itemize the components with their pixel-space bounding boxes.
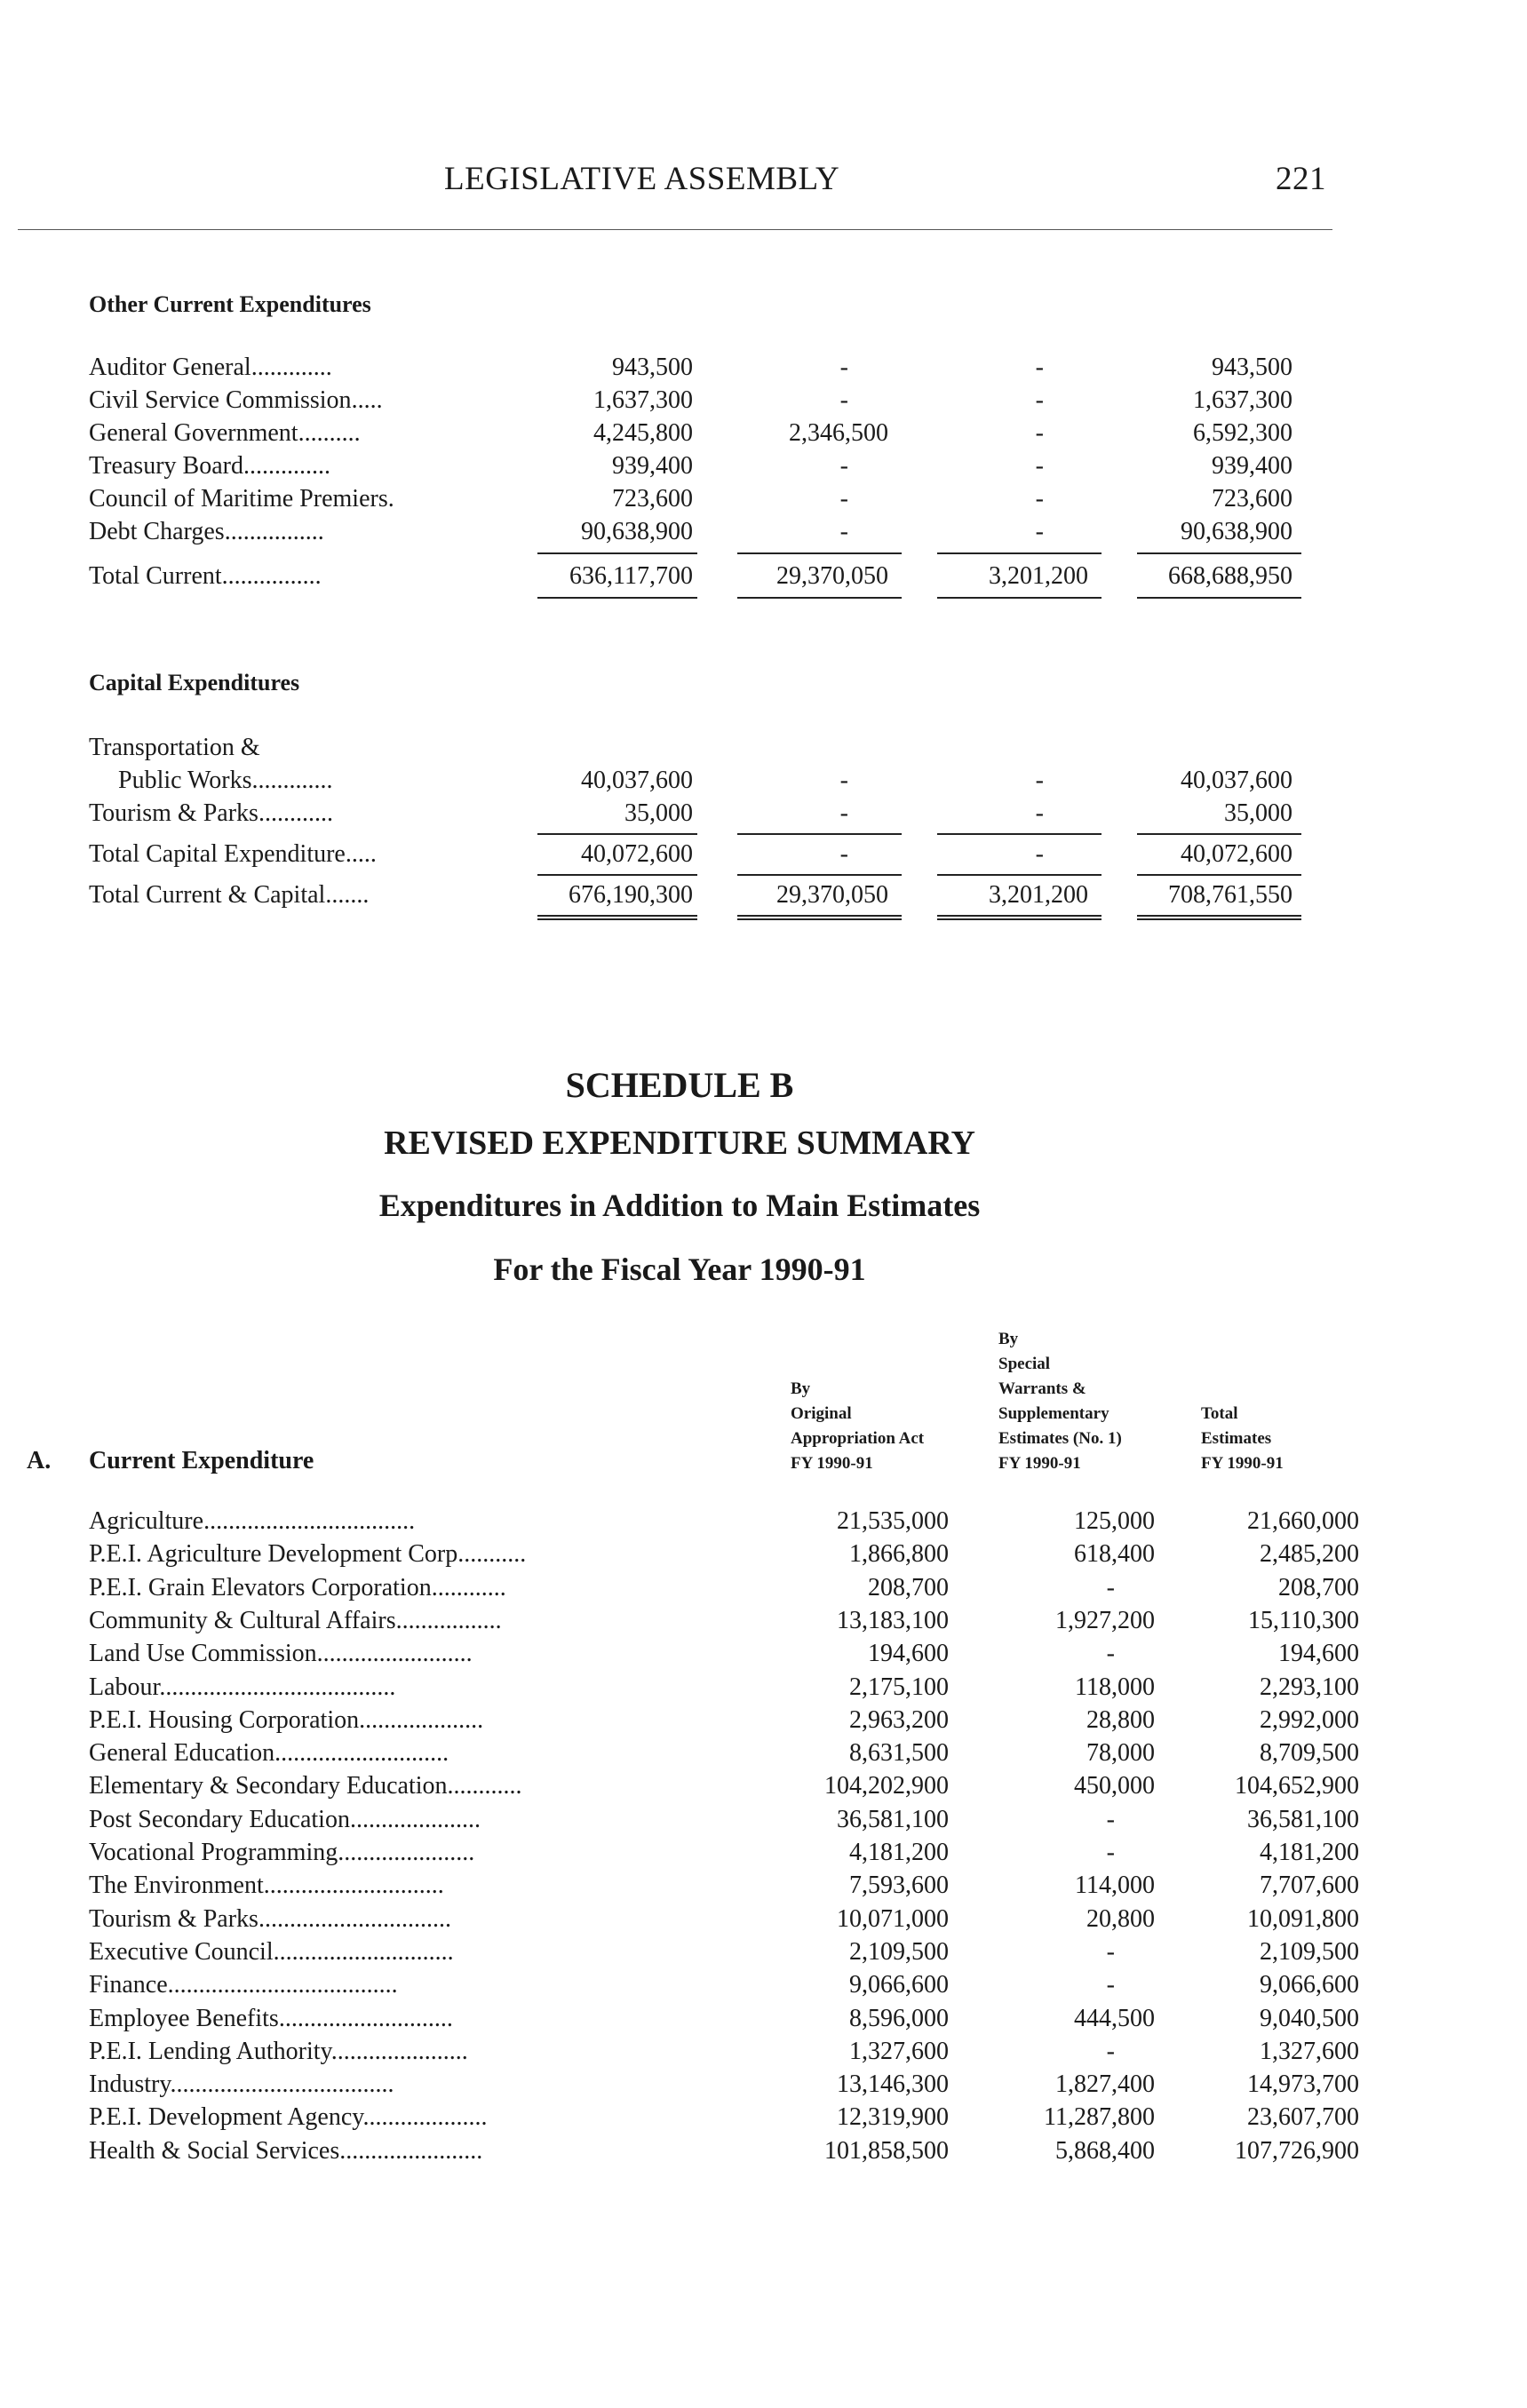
row-label-text: Total Current xyxy=(89,562,222,590)
total-cell-c4: 40,072,600 xyxy=(1181,840,1292,868)
row-label xyxy=(89,1673,753,1702)
subtotal-rule xyxy=(1137,833,1301,835)
cell-c1: 8,596,000 xyxy=(849,2004,949,2032)
row-label xyxy=(89,840,506,869)
grand-total-double-rule xyxy=(537,915,697,920)
cell-c2: 2,346,500 xyxy=(789,419,888,447)
cell-c4: 6,592,300 xyxy=(1193,419,1292,447)
row-label xyxy=(89,1905,753,1934)
cell-c3: 8,709,500 xyxy=(1260,1739,1359,1768)
row-label-text: Health & Social Services xyxy=(89,2136,340,2165)
cell-c1: 8,631,500 xyxy=(849,1739,949,1768)
row-label-leader: ....... xyxy=(325,881,370,909)
row-label xyxy=(89,1640,753,1668)
cell-c2: - xyxy=(1106,1937,1115,1966)
row-label-leader: ...................... xyxy=(330,2037,468,2065)
cell-c3: 15,110,300 xyxy=(1248,1606,1359,1634)
schedule-subtitle-2: Expenditures in Addition to Main Estimates xyxy=(378,1188,981,1223)
cell-c1: 35,000 xyxy=(624,799,693,827)
cell-c4: 90,638,900 xyxy=(1181,518,1292,545)
cell-c2: - xyxy=(839,767,848,794)
section-heading-capital: Capital Expenditures xyxy=(89,670,300,695)
header-rule xyxy=(18,229,1332,230)
row-label xyxy=(89,1971,753,1999)
cell-c3: 2,992,000 xyxy=(1260,1705,1359,1734)
cell-c1: 101,858,500 xyxy=(824,2136,949,2165)
total-rule xyxy=(1137,597,1301,599)
total-cell-c2: - xyxy=(839,840,848,868)
row-label-leader: ..... xyxy=(351,386,383,414)
row-label-text: Employee Benefits xyxy=(89,2004,279,2032)
cell-c2: 78,000 xyxy=(1086,1739,1155,1768)
cell-c4: 723,600 xyxy=(1212,485,1292,513)
row-label xyxy=(89,485,506,513)
section-heading-other-current: Other Current Expenditures xyxy=(89,291,371,317)
cell-c2: - xyxy=(839,485,848,513)
row-label-line1: Transportation & xyxy=(89,734,260,761)
cell-c2: - xyxy=(839,518,848,545)
page-number: 221 xyxy=(1276,161,1326,197)
row-label xyxy=(89,1706,753,1735)
row-label-leader: ..... xyxy=(345,840,377,868)
row-label xyxy=(89,799,506,828)
cell-c2: 20,800 xyxy=(1086,1904,1155,1933)
row-label-leader: .................... xyxy=(362,2103,488,2132)
total-rule xyxy=(937,597,1102,599)
row-label-text: Treasury Board xyxy=(89,452,243,480)
cell-c3: - xyxy=(1035,799,1044,827)
row-label xyxy=(89,1574,753,1602)
row-label xyxy=(89,2103,753,2132)
row-label-leader: .................................... xyxy=(170,2070,394,2099)
cell-c4: 939,400 xyxy=(1212,452,1292,480)
cell-c3: - xyxy=(1035,419,1044,447)
row-label-text: The Environment xyxy=(89,1872,264,1900)
schedule-subtitle-3: For the Fiscal Year 1990-91 xyxy=(493,1252,866,1287)
cell-c3: 1,327,600 xyxy=(1260,2037,1359,2065)
cell-c3: 2,109,500 xyxy=(1260,1937,1359,1966)
cell-c3: - xyxy=(1035,386,1044,414)
cell-c2: 444,500 xyxy=(1074,2004,1155,2032)
row-label xyxy=(89,1872,753,1900)
row-label-text: P.E.I. Housing Corporation xyxy=(89,1705,360,1734)
row-label-text: Civil Service Commission xyxy=(89,386,352,414)
cell-c2: - xyxy=(1106,1971,1115,1999)
total-cell-c4: 668,688,950 xyxy=(1168,562,1292,590)
cell-c2: - xyxy=(839,354,848,381)
cell-c1: 40,037,600 xyxy=(581,767,693,794)
row-label xyxy=(89,881,506,910)
row-label-leader: ....................... xyxy=(339,2136,483,2165)
row-label-text: Tourism & Parks xyxy=(89,1904,258,1933)
cell-c2: 114,000 xyxy=(1075,1872,1155,1900)
cell-c2: 450,000 xyxy=(1074,1772,1155,1800)
cell-c1: 2,963,200 xyxy=(849,1705,949,1734)
cell-c3: 9,066,600 xyxy=(1260,1971,1359,1999)
column-header-special-warrants: By Special Warrants & Supplementary Estimates (No. 1) FY 1990-91 xyxy=(998,1330,1122,1473)
subtotal-rule xyxy=(1137,874,1301,876)
row-label xyxy=(89,419,506,448)
row-label-text: Debt Charges xyxy=(89,518,225,545)
total-cell-c3: - xyxy=(1035,840,1044,868)
row-label-leader: ............................. xyxy=(273,1937,454,1966)
cell-c2: - xyxy=(839,452,848,480)
cell-c3: 21,660,000 xyxy=(1247,1507,1359,1535)
row-label xyxy=(89,452,506,481)
row-label xyxy=(89,562,506,591)
row-label-text: General Education xyxy=(89,1739,275,1768)
row-label-text: P.E.I. Grain Elevators Corporation xyxy=(89,1573,432,1601)
grand-total-double-rule xyxy=(737,915,902,920)
row-label-leader: ............................ xyxy=(278,2004,453,2032)
cell-c1: 194,600 xyxy=(868,1640,949,1668)
row-label-leader: ............ xyxy=(258,799,333,827)
row-label-leader: ............................ xyxy=(274,1739,449,1768)
row-label-leader: .................................. xyxy=(203,1507,416,1535)
cell-c3: - xyxy=(1035,767,1044,794)
row-label-leader: ................ xyxy=(224,518,324,545)
cell-c1: 90,638,900 xyxy=(581,518,693,545)
row-label xyxy=(89,1938,753,1967)
row-label-text: Land Use Commission xyxy=(89,1640,317,1668)
row-label xyxy=(89,1540,753,1569)
row-label-leader: ............ xyxy=(431,1573,506,1601)
row-label-leader: ...................................... xyxy=(159,1673,396,1701)
cell-c1: 9,066,600 xyxy=(849,1971,949,1999)
row-label-leader: ..................... xyxy=(349,1805,481,1833)
subtotal-rule xyxy=(737,833,902,835)
cell-c4: 1,637,300 xyxy=(1193,386,1292,414)
row-label xyxy=(89,2137,753,2166)
cell-c2: 1,927,200 xyxy=(1055,1606,1155,1634)
row-label-text: Agriculture xyxy=(89,1507,204,1535)
row-label-leader: .............. xyxy=(243,452,330,480)
cell-c3: - xyxy=(1035,485,1044,513)
row-label-leader: . xyxy=(387,485,394,513)
cell-c3: 104,652,900 xyxy=(1235,1772,1359,1800)
total-rule xyxy=(737,597,902,599)
row-label-text: Vocational Programming xyxy=(89,1839,338,1866)
row-label-leader: ................. xyxy=(395,1606,502,1634)
cell-c4: 35,000 xyxy=(1224,799,1292,827)
cell-c3: 2,485,200 xyxy=(1260,1540,1359,1569)
cell-c3: 9,040,500 xyxy=(1260,2004,1359,2032)
column-header-total: Total Estimates FY 1990-91 xyxy=(1201,1404,1284,1473)
subtotal-rule xyxy=(737,874,902,876)
cell-c1: 2,175,100 xyxy=(849,1673,949,1701)
row-label-leader: ............. xyxy=(251,767,333,794)
cell-c1: 21,535,000 xyxy=(837,1507,949,1535)
row-label xyxy=(89,354,506,382)
row-label-text: Labour xyxy=(89,1673,160,1701)
row-label xyxy=(89,2070,753,2099)
row-label xyxy=(89,386,506,415)
total-cell-c2: 29,370,050 xyxy=(776,562,888,590)
row-label-text: Finance xyxy=(89,1971,168,1999)
subtotal-rule xyxy=(537,552,697,554)
row-label-text: P.E.I. Development Agency xyxy=(89,2103,363,2132)
total-cell-c1: 636,117,700 xyxy=(569,562,693,590)
cell-c1: 1,637,300 xyxy=(593,386,693,414)
subtotal-rule xyxy=(937,552,1102,554)
cell-c1: 13,146,300 xyxy=(837,2070,949,2099)
cell-c1: 7,593,600 xyxy=(849,1872,949,1900)
row-label-text: Auditor General xyxy=(89,354,251,381)
row-label-text: Public Works xyxy=(118,767,252,794)
subtotal-rule xyxy=(937,874,1102,876)
cell-c1: 13,183,100 xyxy=(837,1606,949,1634)
row-label-text: Post Secondary Education xyxy=(89,1805,350,1833)
row-label-leader: ............................. xyxy=(263,1872,444,1900)
cell-c2: 618,400 xyxy=(1074,1540,1155,1569)
row-label-leader: ...................... xyxy=(338,1839,475,1866)
cell-c3: 4,181,200 xyxy=(1260,1839,1359,1866)
cell-c3: 10,091,800 xyxy=(1247,1904,1359,1933)
cell-c3: 23,607,700 xyxy=(1247,2103,1359,2132)
cell-c2: 125,000 xyxy=(1074,1507,1155,1535)
cell-c1: 104,202,900 xyxy=(824,1772,949,1800)
subtotal-rule xyxy=(537,874,697,876)
section-heading-current-expenditure: Current Expenditure xyxy=(89,1447,314,1474)
cell-c1: 939,400 xyxy=(612,452,693,480)
grand-total-cell-c2: 29,370,050 xyxy=(776,881,888,909)
cell-c3: 14,973,700 xyxy=(1247,2070,1359,2099)
row-label-leader: ............. xyxy=(251,354,332,381)
cell-c3: - xyxy=(1035,518,1044,545)
cell-c2: 118,000 xyxy=(1075,1673,1155,1701)
cell-c1: 943,500 xyxy=(612,354,693,381)
total-cell-c3: 3,201,200 xyxy=(989,562,1088,590)
cell-c1: 4,245,800 xyxy=(593,419,693,447)
row-label xyxy=(89,1507,753,1536)
cell-c1: 208,700 xyxy=(868,1573,949,1601)
grand-total-cell-c3: 3,201,200 xyxy=(989,881,1088,909)
cell-c4: 943,500 xyxy=(1212,354,1292,381)
cell-c1: 1,866,800 xyxy=(849,1540,949,1569)
row-label xyxy=(89,518,506,546)
subtotal-rule xyxy=(937,833,1102,835)
row-label-leader: ............ xyxy=(447,1772,522,1800)
cell-c3: - xyxy=(1035,354,1044,381)
row-label-text: Total Capital Expenditure xyxy=(89,840,346,868)
cell-c1: 2,109,500 xyxy=(849,1937,949,1966)
cell-c1: 12,319,900 xyxy=(837,2103,949,2132)
row-label-text: Executive Council xyxy=(89,1937,274,1966)
cell-c2: 28,800 xyxy=(1086,1705,1155,1734)
row-label-text: P.E.I. Lending Authority xyxy=(89,2037,331,2065)
cell-c3: - xyxy=(1035,452,1044,480)
cell-c1: 723,600 xyxy=(612,485,693,513)
cell-c1: 36,581,100 xyxy=(837,1805,949,1833)
cell-c1: 4,181,200 xyxy=(849,1839,949,1866)
grand-total-cell-c1: 676,190,300 xyxy=(569,881,693,909)
cell-c1: 10,071,000 xyxy=(837,1904,949,1933)
schedule-title: SCHEDULE B xyxy=(565,1065,794,1105)
row-label xyxy=(89,1806,753,1834)
cell-c4: 40,037,600 xyxy=(1181,767,1292,794)
row-label xyxy=(89,1739,753,1768)
cell-c2: 1,827,400 xyxy=(1055,2070,1155,2099)
cell-c2: - xyxy=(1106,1573,1115,1601)
total-cell-c1: 40,072,600 xyxy=(581,840,693,868)
row-label xyxy=(89,1772,753,1800)
grand-total-cell-c4: 708,761,550 xyxy=(1168,881,1292,909)
cell-c3: 2,293,100 xyxy=(1260,1673,1359,1701)
cell-c3: 7,707,600 xyxy=(1260,1872,1359,1900)
row-label xyxy=(89,2005,753,2033)
grand-total-double-rule xyxy=(1137,915,1301,920)
row-label-text: General Government xyxy=(89,419,298,447)
row-label-text: Elementary & Secondary Education xyxy=(89,1772,448,1800)
cell-c2: - xyxy=(1106,2037,1115,2065)
cell-c3: 208,700 xyxy=(1278,1573,1359,1601)
subtotal-rule xyxy=(737,552,902,554)
cell-c2: 11,287,800 xyxy=(1044,2103,1155,2132)
row-label xyxy=(89,1839,753,1867)
cell-c3: 36,581,100 xyxy=(1247,1805,1359,1833)
cell-c2: - xyxy=(839,799,848,827)
cell-c2: - xyxy=(839,386,848,414)
page-header-title: LEGISLATIVE ASSEMBLY xyxy=(444,161,840,197)
subtotal-rule xyxy=(537,833,697,835)
total-rule xyxy=(537,597,697,599)
row-label-leader: ............................... xyxy=(258,1904,451,1933)
row-label-text: P.E.I. Agriculture Development Corp. xyxy=(89,1540,465,1569)
cell-c3: 194,600 xyxy=(1278,1640,1359,1668)
cell-c2: 5,868,400 xyxy=(1055,2136,1155,2165)
row-label-leader: ......................... xyxy=(316,1640,473,1668)
row-label-leader: ................ xyxy=(221,562,322,590)
grand-total-double-rule xyxy=(937,915,1102,920)
cell-c2: - xyxy=(1106,1805,1115,1833)
row-label-text: Tourism & Parks xyxy=(89,799,258,827)
schedule-subtitle: REVISED EXPENDITURE SUMMARY xyxy=(384,1125,975,1162)
column-header-original: By Original Appropriation Act FY 1990-91 xyxy=(791,1379,925,1473)
cell-c2: - xyxy=(1106,1640,1115,1668)
row-label xyxy=(89,2038,753,2066)
row-label-leader: .................... xyxy=(359,1705,484,1734)
section-letter: A. xyxy=(27,1447,52,1474)
row-label-text: Community & Cultural Affairs xyxy=(89,1606,396,1634)
row-label xyxy=(118,767,506,795)
cell-c1: 1,327,600 xyxy=(849,2037,949,2065)
row-label-text: Industry xyxy=(89,2070,171,2099)
row-label-leader: .......... xyxy=(298,419,361,447)
row-label-leader: ..................................... xyxy=(167,1971,398,1999)
row-label-text: Total Current & Capital xyxy=(89,881,326,909)
cell-c3: 107,726,900 xyxy=(1235,2136,1359,2165)
row-label-leader: .......... xyxy=(464,1540,527,1569)
row-label-text: Council of Maritime Premiers xyxy=(89,485,388,513)
subtotal-rule xyxy=(1137,552,1301,554)
row-label xyxy=(89,1607,753,1635)
cell-c2: - xyxy=(1106,1839,1115,1866)
